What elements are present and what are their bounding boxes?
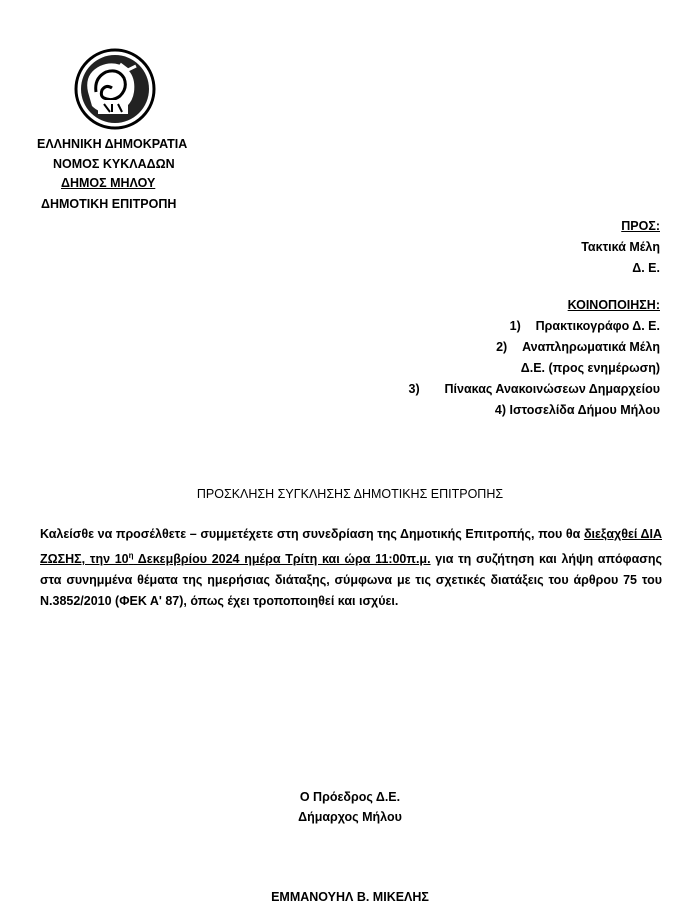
cc-item xyxy=(409,382,660,396)
cc-item-text: Αναπληρωματικά Μέλη xyxy=(522,340,660,354)
coin-emblem-icon xyxy=(74,48,156,130)
cc-item xyxy=(495,403,660,417)
cc-item xyxy=(496,340,660,354)
header-municipality: ΔΗΜΟΣ ΜΗΛΟΥ xyxy=(61,176,156,190)
cc-item-text: Δ.Ε. (προς ενημέρωση) xyxy=(520,361,660,375)
cc-item-number: 1) xyxy=(509,319,521,333)
cc-item xyxy=(521,361,660,375)
cc-item-number: 3) xyxy=(408,382,420,396)
body-text-3: Δεκεμβρίου 2024 ημέρα Τρίτη και ώρα 11:00π.μ. xyxy=(133,552,431,567)
body-superscript: η xyxy=(128,551,134,560)
body-text-1: Καλείσθε να προσέλθετε – συμμετέχετε στη συνεδρίαση της Δημοτικής Επιτροπής, που θα xyxy=(40,527,584,541)
header-country: ΕΛΛΗΝΙΚΗ ΔΗΜΟΚΡΑΤΙΑ xyxy=(37,137,188,151)
cc-item xyxy=(510,319,660,333)
signature-role: Ο Πρόεδρος Δ.Ε. xyxy=(299,790,401,804)
recipients-line-2: Δ. Ε. xyxy=(632,261,660,275)
signature-name: ΕΜΜΑΝΟΥΗΛ Β. ΜΙΚΕΛΗΣ xyxy=(271,890,429,904)
header-committee: ΔΗΜΟΤΙΚΗ ΕΠΙΤΡΟΠΗ xyxy=(41,197,177,211)
invitation-body xyxy=(40,524,662,612)
cc-item-text: 4) Ιστοσελίδα Δήμου Μήλου xyxy=(494,403,660,417)
body-text-4: για τη συζήτηση και λήψη απόφασης στα συνημμένα θέματα της ημερήσιας διάταξης, σύμφωνα με τις σχετικές διατάξεις του άρθρου 75 του Ν.3852/2010 (ΦΕΚ Α' 87), όπως έχει τροποποιηθεί και ισχύει. xyxy=(40,552,662,609)
document-title: ΠΡΟΣΚΛΗΣΗ ΣΥΓΚΛΗΣΗΣ ΔΗΜΟΤΙΚΗΣ ΕΠΙΤΡΟΠΗΣ xyxy=(196,487,504,501)
body-text-2: διεξαχθεί ΔΙΑ ΖΩΣΗΣ, την 10 xyxy=(40,527,663,567)
municipality-logo xyxy=(74,48,156,130)
cc-item-number: 2) xyxy=(496,340,508,354)
header-prefecture: ΝΟΜΟΣ ΚΥΚΛΑΔΩΝ xyxy=(53,157,175,171)
recipients-line-1: Τακτικά Μέλη xyxy=(581,240,660,254)
recipients-heading: ΠΡΟΣ: xyxy=(621,219,660,233)
cc-heading: ΚΟΙΝΟΠΟΙΗΣΗ: xyxy=(567,298,660,312)
signature-title: Δήμαρχος Μήλου xyxy=(298,810,402,824)
cc-item-text: Πίνακας Ανακοινώσεων Δημαρχείου xyxy=(444,382,660,396)
cc-item-text: Πρακτικογράφο Δ. Ε. xyxy=(535,319,660,333)
